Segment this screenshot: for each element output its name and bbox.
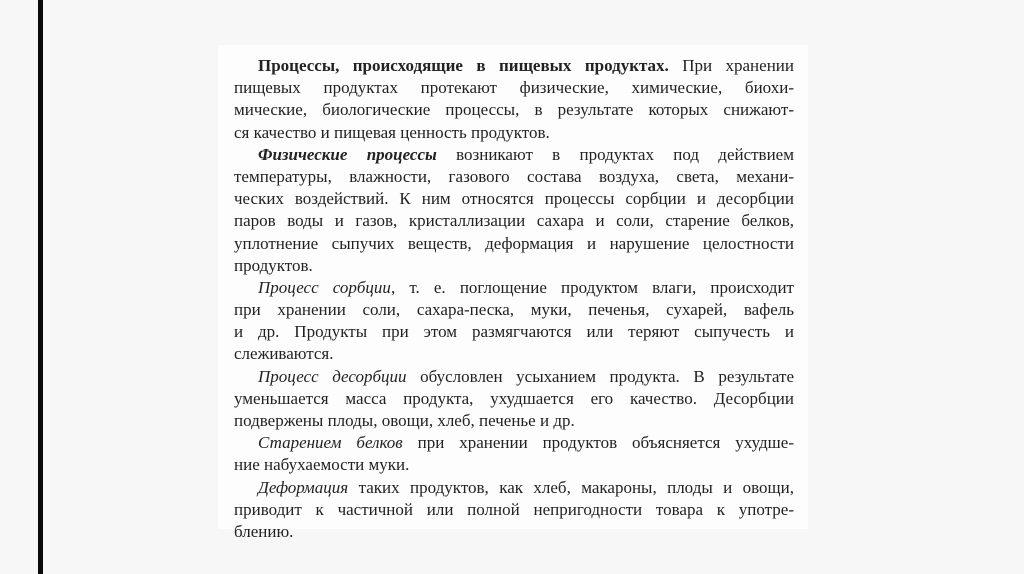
term-desorption: Процесс десорбции bbox=[258, 366, 407, 386]
term-physical-processes: Физические процессы bbox=[258, 144, 437, 164]
left-border-bar bbox=[38, 0, 43, 574]
text-block bbox=[234, 55, 794, 543]
paragraph-4-line-3: подвержены плоды, овощи, хлеб, печенье и др. bbox=[234, 411, 575, 430]
paragraph-2-line-1 bbox=[234, 144, 794, 166]
paragraph-2-line-4: паров воды и газов, кристаллизации сахара и соли, старение белков, bbox=[234, 211, 794, 231]
paragraph-3-line-3: и др. Продукты при этом размягчаются или теряют сыпучесть и bbox=[234, 322, 794, 342]
paragraph-3-line-2: при хранении соли, сахара-песка, муки, печенья, сухарей, вафель bbox=[234, 300, 794, 320]
term-deformation: Деформация bbox=[258, 477, 349, 497]
paragraph-2-line-6: продуктов. bbox=[234, 255, 313, 275]
section-heading: Процессы, происходящие в пищевых продуктах. bbox=[258, 56, 669, 75]
paragraph-2-line-2: температуры, влажности, газового состава воздуха, света, механи- bbox=[234, 166, 794, 186]
text-run: таких продуктов, как хлеб, макароны, плоды и овощи, bbox=[348, 477, 794, 497]
paragraph-1-line-2: пищевых продуктах протекают физические, химические, биохи- bbox=[234, 78, 794, 98]
text-run: , т. е. поглощение продуктом влаги, происходит bbox=[390, 277, 794, 297]
paragraph-3-line-1 bbox=[234, 277, 794, 299]
paragraph-5-line-1 bbox=[234, 432, 794, 454]
paragraph-1-line-3: мические, биологические процессы, в результате которых снижают- bbox=[234, 100, 794, 120]
paragraph-3-line-4: слеживаются. bbox=[234, 344, 334, 364]
paragraph-4-line-2: уменьшается масса продукта, ухудшается его качество. Десорбции bbox=[234, 388, 794, 408]
paragraph-4-line-1 bbox=[234, 366, 794, 388]
paragraph-5-line-2: ние набухаемости муки. bbox=[234, 455, 410, 475]
text-run: при хранении продуктов объясняется ухудше- bbox=[402, 433, 794, 453]
paragraph-6-line-1 bbox=[234, 477, 794, 499]
paragraph-2-line-5: уплотнение сыпучих веществ, деформация и нарушение целостности bbox=[234, 233, 794, 253]
text-run: обусловлен усыханием продукта. В результате bbox=[406, 366, 794, 386]
paragraph-6-line-3: блению. bbox=[234, 521, 294, 541]
paragraph-1-line-4: ся качество и пищевая ценность продуктов. bbox=[234, 122, 550, 142]
paragraph-6-line-2: приводит к частичной или полной непригодности товара к употре- bbox=[234, 499, 794, 519]
text-run: При хранении bbox=[668, 56, 794, 75]
paragraph-2-line-3: ческих воздействий. К ним относятся процессы сорбции и десорбции bbox=[234, 189, 794, 209]
text-run: возникают в продуктах под действием bbox=[436, 144, 794, 164]
term-protein-aging: Старением белков bbox=[258, 433, 403, 453]
term-sorption: Процесс сорбции bbox=[258, 277, 391, 297]
paragraph-1-line-1 bbox=[234, 55, 794, 77]
